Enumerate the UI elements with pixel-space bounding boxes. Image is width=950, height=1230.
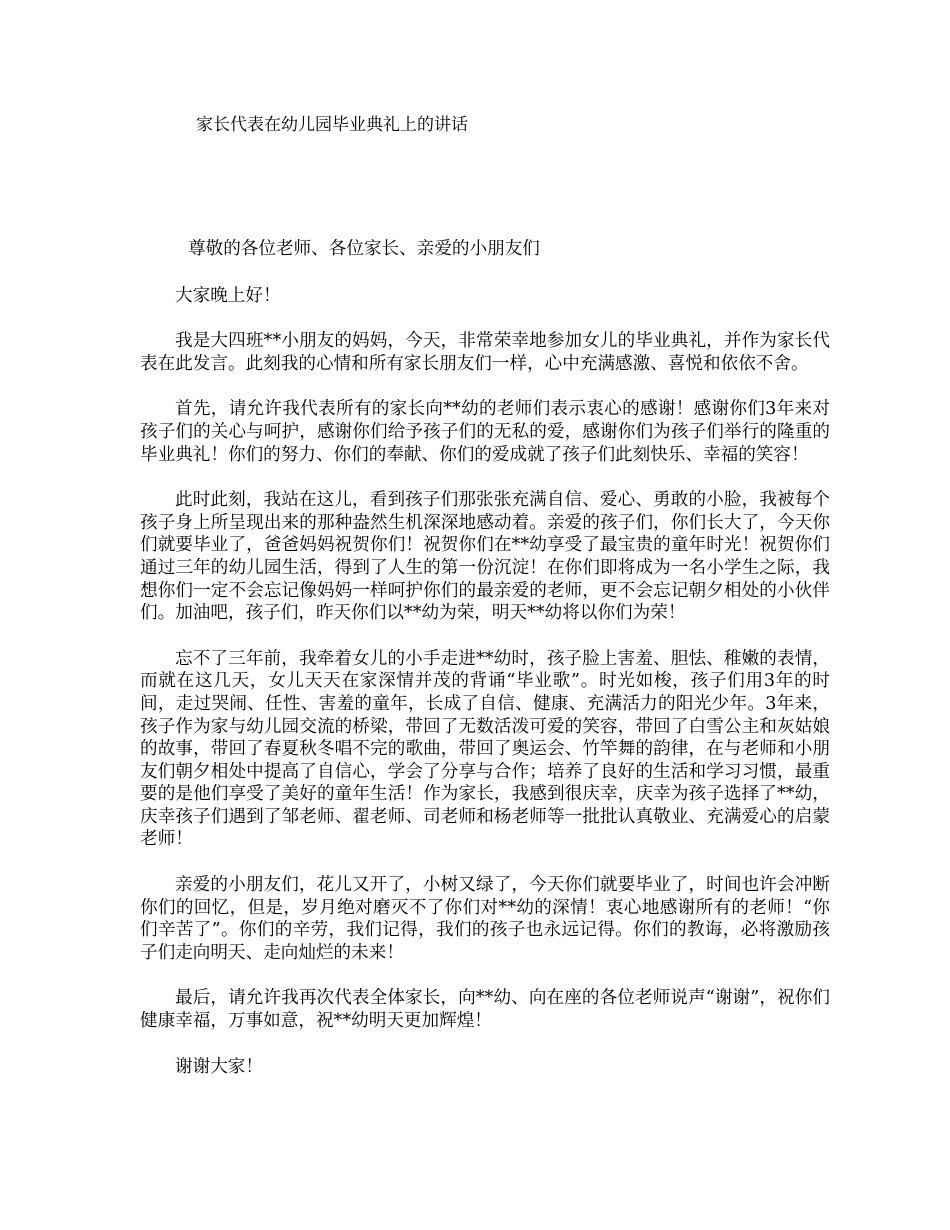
- paragraph-intro: 我是大四班**小朋友的妈妈，今天，非常荣幸地参加女儿的毕业典礼，并作为家长代表在此发言。此刻我的心情和所有家长朋友们一样，心中充满感激、喜悦和依依不舍。: [140, 331, 830, 374]
- salutation: 尊敬的各位老师、各位家长、亲爱的小朋友们: [188, 239, 540, 259]
- closing: 谢谢大家！: [175, 1056, 263, 1077]
- greeting: 大家晚上好！: [175, 285, 281, 306]
- paragraph-thanks: 首先，请允许我代表所有的家长向**幼的老师们表示衷心的感谢！感谢你们3年来对孩子们的关心与呵护，感谢你们给予孩子们的无私的爱，感谢你们为孩子们举行的隆重的毕业典礼！你们的努力、你们的奉献、你们的爱成就了孩子们此刻快乐、幸福的笑容！: [140, 399, 830, 465]
- paragraph-children: 此时此刻，我站在这儿，看到孩子们那张张充满自信、爱心、勇敢的小脸，我被每个孩子身上所呈现出来的那种盎然生机深深地感动着。亲爱的孩子们，你们长大了，今天你们就要毕业了，爸爸妈妈祝贺你们！祝贺你们在**幼享受了最宝贵的童年时光！祝贺你们通过三年的幼儿园生活，得到了人生的第一份沉淀！在你们即将成为一名小学生之际，我想你们一定不会忘记像妈妈一样呵护你们的最亲爱的老师，更不会忘记朝夕相处的小伙伴们。加油吧，孩子们，昨天你们以**幼为荣，明天**幼将以你们为荣！: [140, 490, 830, 624]
- document-title: 家长代表在幼儿园毕业典礼上的讲话: [196, 115, 468, 135]
- document-body: [140, 238, 830, 1101]
- paragraph-memories: 忘不了三年前，我牵着女儿的小手走进**幼时，孩子脸上害羞、胆怯、稚嫩的表情，而就在这几天，女儿天天在家深情并茂的背诵“毕业歌”。时光如梭，孩子们用3年的时间，走过哭闹、任性、害羞的童年，长成了自信、健康、充满活力的阳光少年。3年来，孩子作为家与幼儿园交流的桥梁，带回了无数活泼可爱的笑容，带回了白雪公主和灰姑娘的故事，带回了春夏秋冬唱不完的歌曲，带回了奥运会、竹竿舞的韵律，在与老师和小朋友们朝夕相处中提高了自信心，学会了分享与合作；培养了良好的生活和学习习惯，最重要的是他们享受了美好的童年生活！作为家长，我感到很庆幸，庆幸为孩子选择了**幼，庆幸孩子们遇到了邹老师、翟老师、司老师和杨老师等一批批认真敬业、充满爱心的启蒙老师！: [140, 648, 830, 850]
- paragraph-farewell: 亲爱的小朋友们，花儿又开了，小树又绿了，今天你们就要毕业了，时间也许会冲断你们的回忆，但是，岁月绝对磨灭不了你们对**幼的深情！衷心地感谢所有的老师！“你们辛苦了”。你们的辛劳，我们记得，我们的孩子也永远记得。你们的教诲，必将激励孩子们走向明天、走向灿烂的未来！: [140, 875, 830, 963]
- paragraph-final: 最后，请允许我再次代表全体家长，向**幼、向在座的各位老师说声“谢谢”，祝你们健康幸福，万事如意，祝**幼明天更加辉煌！: [140, 988, 830, 1032]
